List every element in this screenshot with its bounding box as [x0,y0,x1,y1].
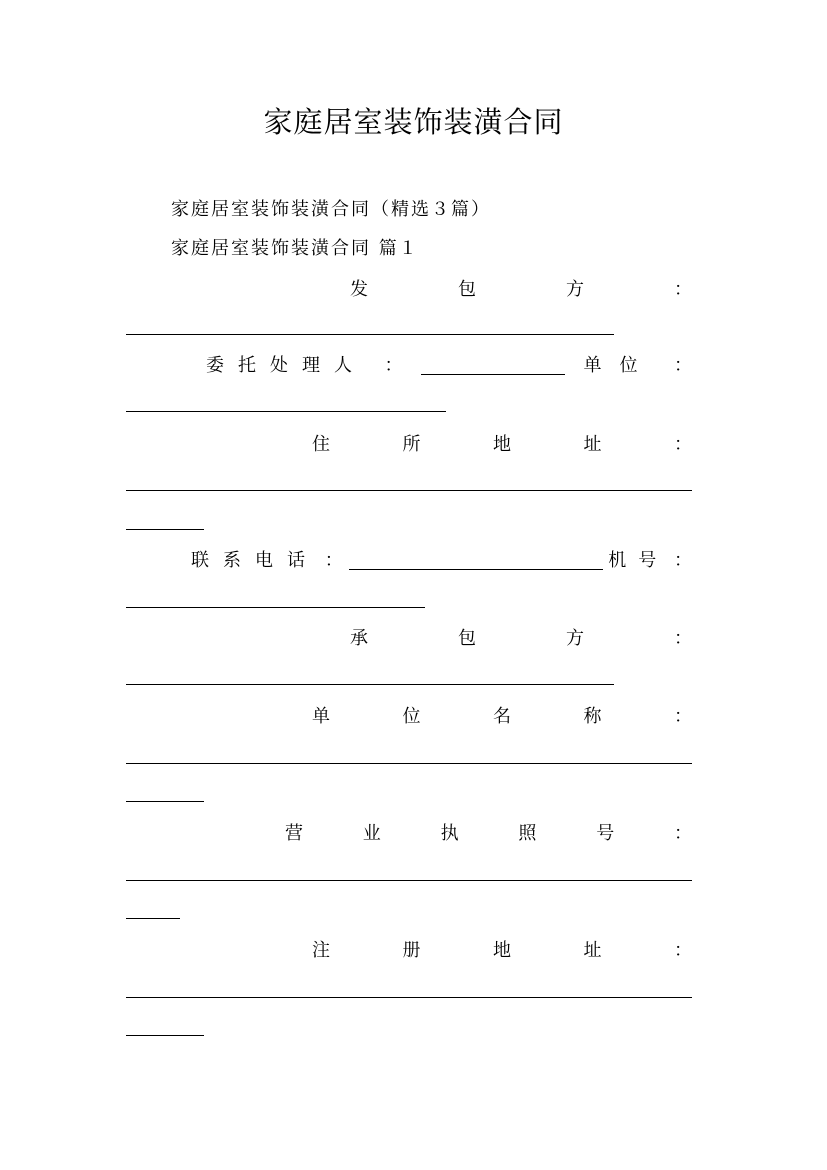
license-label-char: 业 [362,823,381,844]
employer-label-char: 包 [458,279,476,300]
unit-name-label-colon: ： [674,706,692,727]
agent-row [206,352,692,380]
address-label-char: 所 [402,434,421,455]
address-label [312,431,692,459]
intro-line: 家庭居室装饰装潢合同（精选３篇） [171,199,491,220]
contractor-label-colon: ： [674,628,692,649]
employer-blank[interactable] [126,334,614,335]
contractor-label [350,625,692,653]
address-blank-continued[interactable] [126,529,204,530]
contractor-blank[interactable] [126,684,614,685]
license-blank-continued[interactable] [126,918,180,919]
employer-label [350,276,692,304]
agent-unit-colon: ： [674,355,692,376]
license-blank[interactable] [126,880,692,881]
unit-name-label-char: 单 [312,706,330,727]
section-heading: 家庭居室装饰装潢合同 篇１ [171,238,419,259]
license-label-char: 营 [285,823,303,844]
contractor-label-char: 方 [566,628,584,649]
license-label [285,820,692,848]
employer-label-char: 方 [566,279,584,300]
employer-label-colon: ： [674,279,692,300]
address-label-char: 住 [312,434,330,455]
reg-address-label-char: 址 [583,940,602,961]
phone-row [191,547,692,575]
address-label-colon: ： [674,434,692,455]
address-label-char: 址 [583,434,602,455]
phone-colon: ： [324,550,343,571]
unit-name-blank[interactable] [126,763,692,764]
agent-label: 委托处理人 [206,355,366,376]
license-label-char: 照 [518,823,537,844]
unit-name-blank-continued[interactable] [126,801,204,802]
mobile-colon: ： [674,550,692,571]
reg-address-blank[interactable] [126,997,692,998]
unit-name-label-char: 位 [402,706,421,727]
agent-colon: ： [384,355,403,376]
agent-unit-label: 单位 [583,355,656,376]
mobile-label: 机号 [608,550,669,571]
unit-name-label [312,703,692,731]
reg-address-label-char: 地 [493,940,511,961]
agent-blank[interactable] [421,355,565,375]
mobile-blank[interactable] [126,607,425,608]
document-title: 家庭居室装饰装潢合同 [263,105,564,139]
license-label-colon: ： [673,823,692,844]
license-label-char: 号 [596,823,615,844]
contractor-label-char: 承 [350,628,368,649]
reg-address-label-char: 注 [312,940,330,961]
reg-address-label-char: 册 [402,940,421,961]
reg-address-label-colon: ： [674,940,692,961]
unit-name-label-char: 称 [583,706,602,727]
address-blank[interactable] [126,490,692,491]
contractor-label-char: 包 [458,628,476,649]
address-label-char: 地 [493,434,511,455]
reg-address-label [312,937,692,965]
agent-unit-blank[interactable] [126,411,446,412]
unit-name-label-char: 名 [493,706,511,727]
employer-label-char: 发 [350,279,368,300]
license-label-char: 执 [440,823,459,844]
reg-address-blank-continued[interactable] [126,1035,204,1036]
phone-label: 联系电话 [191,550,319,571]
phone-blank[interactable] [349,550,603,570]
